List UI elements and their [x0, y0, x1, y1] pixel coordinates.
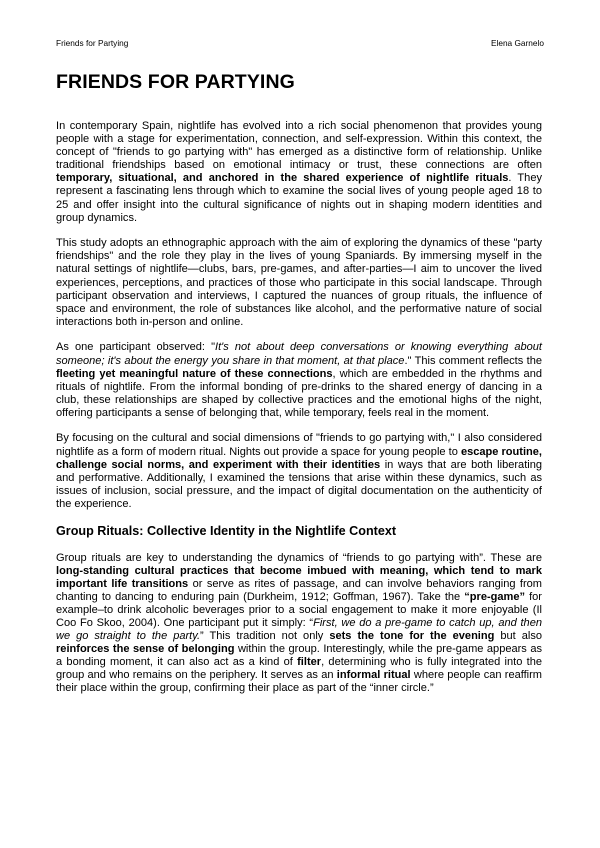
paragraph-intro [56, 120, 542, 225]
p4-text-a: By focusing on the cultural and social dimensions of "friends to go partying with," I also considered nightlife as a form of modern ritual. Nights out provide a space for young people to [56, 432, 542, 458]
p1-bold-a: temporary, situational, and anchored in the shared experience of nightlife rituals [56, 172, 509, 185]
paragraph-group-rituals [56, 552, 542, 696]
p3-text-a: As one participant observed: " [56, 341, 215, 354]
p5-text-g: within the group. Interestingly, while the pre-game appears as a bonding moment, it can also act as a kind of [56, 643, 542, 669]
header-left-title: Friends for Partying [56, 38, 129, 48]
p1-text-a: In contemporary Spain, nightlife has evolved into a rich social phenomenon that provides young people with a stage for experimentation, connection, and self-expression. Within this context, the concept of "friends to go partying with" has emerged as a distinctive form of relationship. Unlike traditional friendships based on emotional intimacy or trust, these connections are often [56, 120, 542, 172]
p5-text-c: or serve as rites of passage, and can involve behaviors ranging from chanting to dancing to enduring pain (Durkheim, 1912; Goffman, 1967). Take the [56, 577, 542, 603]
p4-bold-a: escape routine, challenge social norms, and experiment with their identities [56, 445, 542, 471]
p5-text-e: ” This tradition not only [200, 630, 330, 643]
p3-quote: It's not about deep conversations or knowing everything about someone; it's about the energy you share in that moment, at that place [56, 341, 542, 367]
p3-text-c: , which are embedded in the rhythms and rituals of nightlife. From the informal bonding of pre-drinks to the shared energy of dancing in a club, these relationships are shaped by collective practices and the emotional highs of the night, offering participants a sense of belonging that, while temporary, feels real in the moment. [56, 367, 542, 419]
p5-text-h: , determining who is fully integrated into the group and who remains on the periphery. It serves as an [56, 656, 543, 682]
p5-bold-c: sets the tone for the evening [329, 630, 495, 643]
p5-text-d: for example–to drink alcoholic beverages prior to a social engagement to make it more enjoyable (Il Coo Fo Skoo, 2004). One participant put it simply: “ [56, 590, 542, 629]
p5-bold-a: long-standing cultural practices that become imbued with meaning, which tend to mark important life transitions [56, 564, 542, 590]
p3-text-b: ." This comment reflects the [404, 354, 542, 367]
page-title: FRIENDS FOR PARTYING [56, 71, 295, 93]
p5-bold-f: informal ritual [336, 669, 411, 682]
p3-bold-a: fleeting yet meaningful nature of these connections [56, 367, 333, 380]
section-heading: Group Rituals: Collective Identity in the Nightlife Context [56, 523, 397, 538]
paragraph-method: This study adopts an ethnographic approach with the aim of exploring the dynamics of these "party friendships" and the role they play in the lives of young Spaniards. By immersing myself in the natural settings of nightlife—clubs, bars, pre-games, and after-parties—I aim to uncover the lived experiences, perceptions, and practices of those who participate in this social landscape. Through participant observation and interviews, I captured the nuances of group rituals, the influence of space and environment, the role of substances like alcohol, and the performative nature of social interactions both in-person and online. [56, 237, 542, 328]
p5-text-f: but also [494, 630, 543, 643]
p4-text-c: in ways that are both liberating and performative. Additionally, I examined the tensions that arise within these dynamics, such as issues of inclusion, social pressure, and the impact of digital documentation on the authenticity of the experience. [56, 458, 543, 510]
p5-bold-e: filter [297, 656, 322, 669]
p5-bold-d: reinforces the sense of belonging [56, 643, 235, 656]
paragraph-quote [56, 341, 542, 420]
p5-bold-b: “pre-game” [464, 590, 526, 603]
header-author: Elena Garnelo [490, 38, 544, 48]
p1-text-c: . They represent a fascinating lens through which to examine the social lives of young people aged 18 to 25 and offer insight into the cultural significance of nights out in shaping modern identities and group dynamics. [56, 172, 542, 224]
p5-quote: First, we do a pre-game to catch up, and then we go straight to the party. [56, 617, 542, 643]
body-text [56, 120, 542, 708]
running-header [56, 38, 544, 48]
p5-text-j: where people can reaffirm their place within the group, confirming their place as part of the “inner circle.” [56, 669, 543, 695]
paragraph-ritual [56, 432, 542, 511]
p5-text-a: Group rituals are key to understanding the dynamics of “friends to go partying with”. These are [56, 551, 542, 564]
